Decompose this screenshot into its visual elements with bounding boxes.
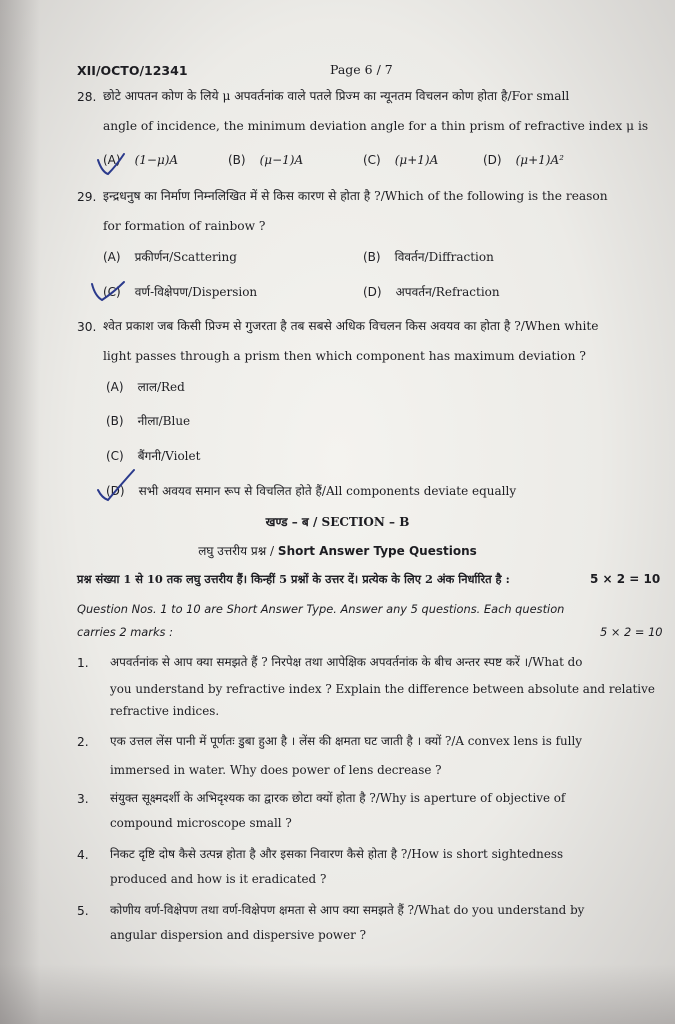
question-number: 3.	[77, 792, 89, 806]
option-d	[483, 153, 564, 167]
question-text-line: angular dispersion and dispersive power ?	[110, 928, 366, 942]
section-subtitle-hindi: लघु उत्तरीय प्रश्न /	[198, 544, 275, 558]
question-text-line: छोटे आपतन कोण के लिये μ अपवर्तनांक वाले पतले प्रिज्म का न्यूनतम विचलन कोण होता है/For small	[103, 89, 570, 103]
pen-tick-mark	[96, 468, 136, 504]
question-text-line: इन्द्रधनुष का निर्माण निम्नलिखित में से किस कारण से होता है ?/Which of the following is the reason	[103, 189, 608, 203]
option-label: (C)	[363, 153, 381, 167]
instructions-english-line: carries 2 marks :	[77, 625, 173, 639]
marks-english: 5 × 2 = 10	[600, 625, 663, 639]
option-label: (C)	[106, 449, 124, 463]
page-shadow-bottom	[0, 964, 675, 1024]
option-text: लाल/Red	[137, 380, 185, 394]
option-d	[106, 482, 516, 499]
question-number: 1.	[77, 656, 89, 670]
option-text: बैंगनी/Violet	[137, 449, 201, 463]
question-text-line: compound microscope small ?	[110, 816, 292, 830]
question-text-line: refractive indices.	[110, 704, 220, 718]
option-d	[363, 283, 500, 300]
option-label: (A)	[103, 250, 121, 264]
question-number: 2.	[77, 735, 89, 749]
pen-tick-mark	[90, 280, 126, 304]
page-shadow-left	[0, 0, 40, 1024]
question-number: 28.	[77, 90, 97, 104]
question-text-line: produced and how is it eradicated ?	[110, 872, 327, 886]
option-label: (D)	[483, 153, 502, 167]
option-a	[103, 248, 237, 265]
option-b	[106, 412, 190, 429]
option-text: (μ−1)A	[259, 153, 304, 167]
section-subtitle	[0, 542, 675, 559]
option-label: (A)	[106, 380, 124, 394]
question-text-line: for formation of rainbow ?	[103, 219, 266, 233]
instructions-hindi: प्रश्न संख्या 1 से 10 तक लघु उत्तरीय हैं। किन्हीं 5 प्रश्नों के उत्तर दें। प्रत्येक के लिए 2 अंक निर्धारित है :	[77, 572, 510, 586]
option-text: (μ+1)A	[394, 153, 439, 167]
page-number: Page 6 / 7	[330, 62, 393, 77]
question-text-line: संयुक्त सूक्ष्मदर्शी के अभिदृश्यक का द्वारक छोटा क्यों होता है ?/Why is aperture of objective of	[110, 791, 566, 805]
question-text-line: immersed in water. Why does power of lens decrease ?	[110, 763, 442, 777]
option-label: (B)	[106, 414, 124, 428]
question-number: 30.	[77, 320, 97, 334]
option-text: (1−μ)A	[134, 153, 179, 167]
pen-tick-mark	[96, 152, 126, 178]
question-text-line: कोणीय वर्ण-विक्षेपण तथा वर्ण-विक्षेपण क्षमता से आप क्या समझते हैं ?/What do you understand by	[110, 903, 585, 917]
instructions-english-line: Question Nos. 1 to 10 are Short Answer Type. Answer any 5 questions. Each question	[77, 602, 565, 616]
option-text: प्रकीर्णन/Scattering	[134, 250, 237, 264]
question-text-line: श्वेत प्रकाश जब किसी प्रिज्म से गुजरता है तब सबसे अधिक विचलन किस अवयव का होता है ?/When white	[103, 319, 599, 333]
option-c	[363, 153, 438, 167]
question-text-line: you understand by refractive index ? Explain the difference between absolute and relative	[110, 682, 655, 696]
option-text: सभी अवयव समान रूप से विचलित होते हैं/All components deviate equally	[138, 484, 517, 498]
question-text-line: निकट दृष्टि दोष कैसे उत्पन्न होता है और इसका निवारण कैसे होता है ?/How is short sightedness	[110, 847, 564, 861]
option-label: (B)	[363, 250, 381, 264]
section-subtitle-english: Short Answer Type Questions	[277, 544, 477, 558]
option-c	[103, 283, 257, 300]
option-b	[228, 153, 303, 167]
question-text-line: light passes through a prism then which component has maximum deviation ?	[103, 349, 586, 363]
option-label: (D)	[106, 484, 125, 498]
option-label: (D)	[363, 285, 382, 299]
question-text-line: angle of incidence, the minimum deviation angle for a thin prism of refractive index μ is	[103, 119, 649, 133]
option-text: (μ+1)A²	[515, 153, 564, 167]
option-text: नीला/Blue	[137, 414, 191, 428]
option-label: (A)	[103, 153, 121, 167]
option-label: (B)	[228, 153, 246, 167]
question-text-line: अपवर्तनांक से आप क्या समझते हैं ? निरपेक्ष तथा आपेक्षिक अपवर्तनांक के बीच अन्तर स्पष्ट करें ।/What do	[110, 655, 583, 669]
marks-hindi: 5 × 2 = 10	[590, 572, 661, 586]
option-text: विवर्तन/Diffraction	[394, 250, 494, 264]
question-text-line: एक उत्तल लेंस पानी में पूर्णतः डुबा हुआ है । लेंस की क्षमता घट जाती है । क्यों ?/A convex lens is fully	[110, 734, 582, 748]
section-title: खण्ड – ब / SECTION – B	[265, 515, 410, 529]
option-text: वर्ण-विक्षेपण/Dispersion	[134, 285, 258, 299]
option-label: (C)	[103, 285, 121, 299]
option-text: अपवर्तन/Refraction	[395, 285, 500, 299]
question-number: 4.	[77, 848, 89, 862]
option-a	[106, 378, 185, 395]
question-number: 5.	[77, 904, 89, 918]
question-number: 29.	[77, 190, 97, 204]
paper-code: XII/OCTO/12341	[77, 63, 188, 78]
option-b	[363, 248, 494, 265]
option-c	[106, 447, 200, 464]
